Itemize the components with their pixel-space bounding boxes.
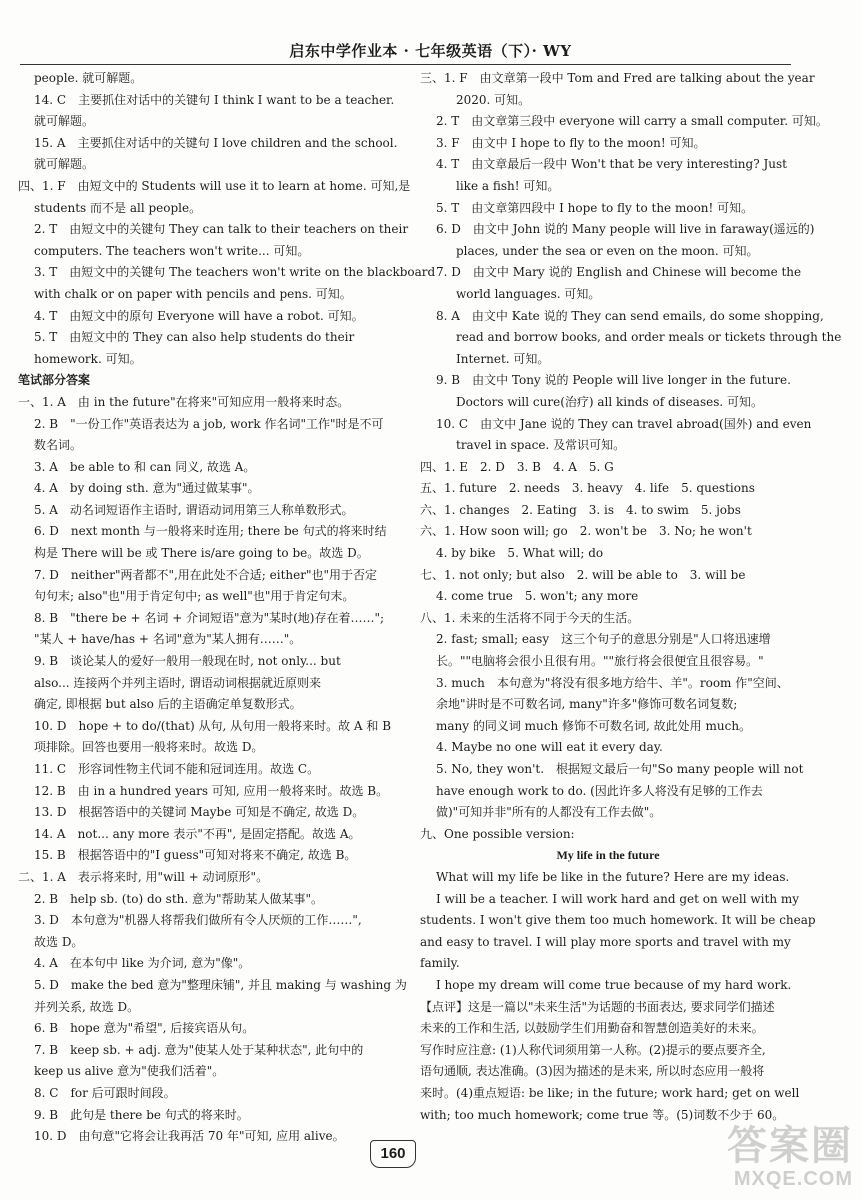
answer-line: 5. A 动名词短语作主语时, 谓语动词用第三人称单数形式。 (34, 502, 354, 517)
answer-line: 5. T 由短文中的 They can also help students do their (34, 330, 355, 345)
answer-line: have enough work to do. (因此许多人将没有足够的工作去 (436, 783, 763, 798)
answer-line: like a fish! 可知。 (456, 178, 560, 193)
article-title: My life in the future (556, 848, 660, 863)
answer-line: 七、1. not only; but also 2. will be able to 3. will be (420, 567, 746, 582)
answer-line: 10. D hope + to do/(that) 从句, 从句用一般将来时。故 A 和 B (34, 718, 392, 733)
answer-line: Internet. 可知。 (456, 351, 550, 366)
answer-line: 五、1. future 2. needs 3. heavy 4. life 5. questions (420, 481, 755, 496)
answer-line: 13. D 根据答语中的关键词 Maybe 可知是不确定, 故选 D。 (34, 805, 365, 820)
answer-line: 语句通顺, 表达准确。(3)因为描述的是未来, 所以时态应用一般将 (420, 1064, 765, 1079)
answer-line: 11. C 形容词性物主代词不能和冠词连用。故选 C。 (34, 762, 320, 776)
answer-line: many 的同义词 much 修饰不可数名词, 故此处用 much。 (436, 718, 752, 733)
answer-line: 3. F 由文中 I hope to fly to the moon! 可知。 (436, 135, 706, 150)
answer-line: 14. C 主要抓住对话中的关键句 I think I want to be a teacher. (34, 92, 395, 107)
answer-line: homework. 可知。 (34, 351, 142, 366)
answer-line: 就可解题。 (34, 114, 95, 129)
answer-line: 就可解题。 (34, 157, 95, 172)
answer-line: 六、1. changes 2. Eating 3. is 4. to swim 5. jobs (420, 502, 741, 517)
answer-line: 2. B "一份工作"英语表达为 a job, work 作名词"工作"时是不可 (34, 416, 384, 431)
answer-line: 故选 D。 (34, 934, 84, 949)
answer-line: 【点评】这是一篇以"未来生活"为话题的书面表达, 要求同学们描述 (420, 999, 775, 1014)
answer-line: 9. B 由文中 Tony 说的 People will live longer in the future. (436, 373, 791, 388)
answer-line: read and borrow books, and order meals or tickets through the (456, 330, 842, 345)
answer-line: with chalk or on paper with pencils and pens. 可知。 (34, 286, 352, 301)
answer-line: 10. D 由句意"它将会让我再活 70 年"可知, 应用 alive。 (34, 1129, 345, 1144)
answer-line: students 而不是 all people。 (34, 200, 202, 215)
answer-line: 2020. 可知。 (456, 92, 531, 107)
section-heading: 笔试部分答案 (18, 373, 91, 388)
answer-line: I will be a teacher. I will work hard and get on well with my (436, 891, 800, 906)
answer-line: 长。""电脑将会很小且很有用。""旅行将会很便宜且很容易。" (436, 654, 764, 669)
answer-line: 一、1. A 由 in the future"在将来"可知应用一般将来时态。 (18, 394, 350, 409)
answer-line: 四、1. F 由短文中的 Students will use it to learn at home. 可知,是 (18, 178, 411, 193)
page-number: 160 (370, 1140, 416, 1168)
answer-line: and easy to travel. I will play more sports and travel with my (420, 934, 791, 949)
answer-line: travel in space. 及常识可知。 (456, 438, 626, 453)
answer-line: 14. A not... any more 表示"不再", 是固定搭配。故选 A。 (34, 826, 361, 841)
answer-line: 6. D next month 与一般将来时连用; there be 句式的将来时结 (34, 524, 387, 539)
answer-line: 6. B hope 意为"希望", 后接宾语从句。 (34, 1021, 255, 1036)
answer-line: 12. B 由 in a hundred years 可知, 应用一般将来时。故选 B。 (34, 783, 389, 798)
answer-line: 4. A by doing sth. 意为"通过做某事"。 (34, 481, 260, 496)
answer-line: 3. T 由短文中的关键句 The teachers won't write on the blackboard (34, 265, 436, 280)
header-rule (20, 64, 791, 65)
answer-line: 4. T 由文章最后一段中 Won't that be very interesting? Just (436, 157, 787, 172)
answer-line: keep us alive 意为"使我们活着"。 (34, 1064, 225, 1079)
answer-line: 来时。(4)重点短语: be like; in the future; work hard; get on well (420, 1085, 800, 1100)
answer-line: 构是 There will be 或 There is/are going to be。故选 D。 (34, 546, 369, 561)
answer-line: 二、1. A 表示将来时, 用"will + 动词原形"。 (18, 869, 269, 884)
answer-line: 九、One possible version: (420, 826, 575, 841)
answer-line: 5. T 由文章第四段中 I hope to fly to the moon! 可知。 (436, 200, 754, 215)
answer-line: 4. Maybe no one will eat it every day. (436, 740, 663, 755)
answer-line: computers. The teachers won't write... 可知。 (34, 243, 310, 258)
answer-line: What will my life be like in the future? Here are my ideas. (436, 869, 790, 884)
answer-line: also... 连接两个并列主语时, 谓语动词根据就近原则来 (34, 675, 322, 690)
watermark-url: MXQE.COM (733, 1168, 853, 1190)
answer-line: 3. much 本句意为"将没有很多地方给牛、羊"。room 作"空间、 (436, 675, 789, 690)
answer-line: 4. T 由短文中的原句 Everyone will have a robot. 可知。 (34, 308, 364, 323)
answer-line: 做)"可知并非"所有的人都没有工作去做"。 (436, 805, 662, 820)
answer-line: 9. B 此句是 there be 句式的将来时。 (34, 1107, 249, 1122)
answer-line: world languages. 可知。 (456, 286, 601, 301)
answer-line: 2. B help sb. (to) do sth. 意为"帮助某人做某事"。 (34, 891, 324, 906)
answer-line: 15. B 根据答语中的"I guess"可知对将来不确定, 故选 B。 (34, 848, 357, 863)
answer-line: 四、1. E 2. D 3. B 4. A 5. G (420, 459, 614, 474)
answer-line: 六、1. How soon will; go 2. won't be 3. No; he won't (420, 524, 752, 539)
answer-line: 15. A 主要抓住对话中的关键句 I love children and the school. (34, 135, 398, 150)
left-column (18, 68, 436, 1148)
answer-line: 8. B "there be + 名词 + 介词短语"意为"某时(地)存在着……"; (34, 610, 385, 625)
answer-line: 八、1. 未来的生活将不同于今天的生活。 (420, 610, 640, 625)
answer-line: 8. A 由文中 Kate 说的 They can send emails, do some shopping, (436, 308, 824, 323)
answer-line: "某人 + have/has + 名词"意为"某人拥有……"。 (34, 632, 302, 647)
answer-line: 5. No, they won't. 根据短文最后一句"So many people will not (436, 762, 804, 776)
answer-line: with; too much homework; come true 等。(5)词数不少于 60。 (420, 1107, 785, 1122)
answer-line: Doctors will cure(治疗) all kinds of diseases. 可知。 (456, 394, 763, 409)
answer-line: I hope my dream will come true because of my hard work. (436, 977, 792, 992)
answer-line: 7. D neither"两者都不",用在此处不合适; either"也"用于否定 (34, 567, 378, 582)
answer-line: people. 就可解题。 (34, 71, 143, 85)
answer-line: 并列关系, 故选 D。 (34, 999, 140, 1014)
watermark-logo-text: 答案圈 (727, 1124, 853, 1168)
answer-line: 数名词。 (34, 438, 83, 453)
answer-line: places, under the sea or even on the moon. 可知。 (456, 243, 759, 258)
answer-line: 写作时应注意: (1)人称代词须用第一人称。(2)提示的要点要齐全, (420, 1042, 766, 1057)
answer-line: 4. come true 5. won't; any more (436, 589, 639, 604)
answer-line: 4. A 在本句中 like 为介词, 意为"像"。 (34, 956, 251, 971)
answer-line: 7. B keep sb. + adj. 意为"使某人处于某种状态", 此句中的 (34, 1042, 364, 1057)
page-header: 启东中学作业本 · 七年级英语（下）· WY (289, 42, 572, 60)
answer-line: 项排除。回答也要用一般将来时。故选 D。 (34, 740, 264, 755)
answer-line: 4. by bike 5. What will; do (436, 546, 604, 561)
answer-line: 未来的工作和生活, 以鼓励学生们用勤奋和智慧创造美好的未来。 (420, 1021, 764, 1036)
right-column (420, 68, 842, 1126)
answer-line: 2. T 由短文中的关键句 They can talk to their teachers on their (34, 222, 409, 237)
answer-line: 8. C for 后可跟时间段。 (34, 1085, 176, 1100)
answer-line: students. I won't give them too much homework. It will be cheap (420, 913, 816, 928)
answer-line: 3. D 本句意为"机器人将帮我们做所有令人厌烦的工作……", (34, 913, 362, 928)
answer-line: 10. C 由文中 Jane 说的 They can travel abroad(国外) and even (436, 416, 812, 431)
answer-line: 3. A be able to 和 can 同义, 故选 A。 (34, 459, 256, 474)
answer-line: 2. T 由文章第三段中 everyone will carry a small computer. 可知。 (436, 114, 828, 129)
answer-line: 三、1. F 由文章第一段中 Tom and Fred are talking about the year (420, 71, 815, 85)
watermark (713, 1124, 853, 1194)
answer-line: 确定, 即根据 but also 后的主语确定单复数形式。 (34, 697, 302, 712)
answer-line: 句句末; also"也"用于肯定句中; as well"也"用于肯定句末。 (34, 589, 355, 604)
answer-line: 2. fast; small; easy 这三个句子的意思分别是"人口将迅速增 (436, 632, 771, 647)
answer-line: 7. D 由文中 Mary 说的 English and Chinese will become the (436, 265, 802, 280)
answer-line: 5. D make the bed 意为"整理床铺", 并且 making 与 washing 为 (34, 977, 407, 992)
answer-line: 余地"讲时是不可数名词, many"许多"修饰可数名词复数; (436, 697, 738, 712)
answer-line: family. (420, 956, 460, 971)
answer-line: 6. D 由文中 John 说的 Many people will live in faraway(遥远的) (436, 222, 815, 237)
answer-line: 9. B 谈论某人的爱好一般用一般现在时, not only... but (34, 654, 341, 669)
